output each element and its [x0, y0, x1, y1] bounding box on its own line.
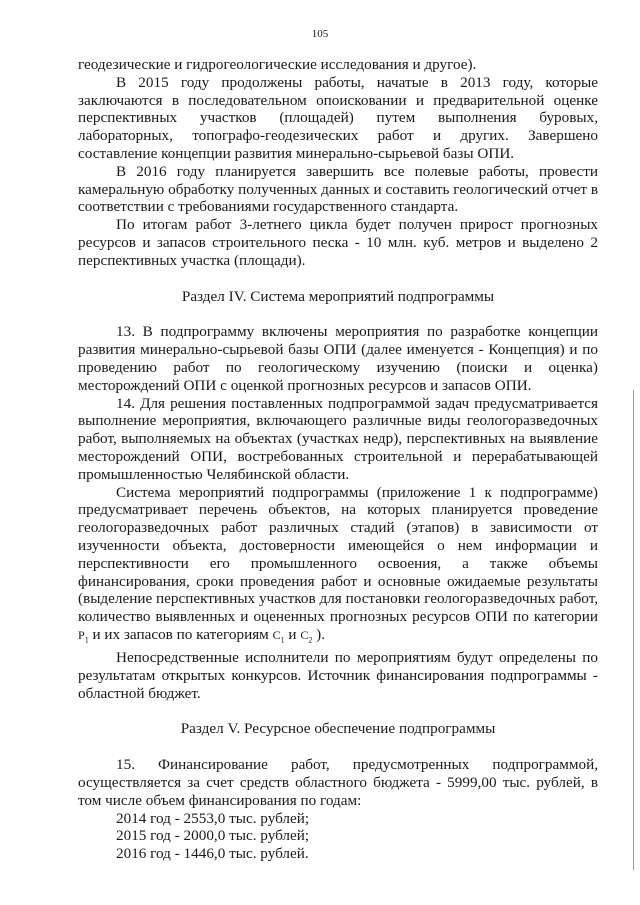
- paragraph-15: 15. Финансирование работ, предусмотренных подпрограммой, осуществляется за счет средств областного бюджета - 5999,00 тыс. рублей, в том числе объем финансирования по годам:: [78, 756, 598, 809]
- system-text-and: и: [288, 625, 297, 643]
- paragraph-continuation: геодезические и гидрогеологические исследования и другое).: [78, 56, 477, 73]
- paragraph-14: 14. Для решения поставленных подпрограммой задач предусматривается выполнение мероприятия, включающего различные виды геологоразведочных работ, выполняемых на объектах (участках недр), перспективных на выявление месторождений ОПИ, востребованных строительной и перерабатывающей промышленностью Челябинской области.: [78, 394, 598, 483]
- symbol-p1: $P_1$: [78, 627, 89, 645]
- symbol-c1: $C_1$: [272, 627, 285, 645]
- paragraph-system-of-measures: [78, 484, 598, 650]
- paragraph-13: 13. В подпрограмму включены мероприятия по разработке концепции развития минерально-сырьевой базы ОПИ (далее именуется - Концепция) и по проведению работ по геологическому изучению (поиски и оценка) месторождений ОПИ с оценкой прогнозных ресурсов и запасов ОПИ.: [78, 323, 598, 394]
- year-line-2015: 2015 год - 2000,0 тыс. рублей;: [116, 827, 310, 845]
- section-4-heading: Раздел IV. Система мероприятий подпрограммы: [181, 287, 495, 305]
- year-line-2014: 2014 год - 2553,0 тыс. рублей;: [116, 809, 310, 827]
- document-body: [78, 56, 598, 863]
- system-text-start: Система мероприятий подпрограммы (приложение 1 к подпрограмме) предусматривает перечень объектов, на которых планируется проведение геологоразведочных работ различных стадий (этапов) в зависимости от изученности объекта, достоверности имеющейся о нем информации и перспективности его промышленного освоения, а также объемы финансирования, сроки проведения работ и основные ожидаемые результаты (выделение перспективных участков для постановки геологоразведочных работ, количество выявленных и оцененных прогнозных ресурсов ОПИ по категории: [78, 483, 598, 626]
- paragraph-executors: Непосредственные исполнители по мероприятиям будут определены по результатам открытых конкурсов. Источник финансирования подпрограммы - областной бюджет.: [78, 649, 598, 702]
- paragraph-2016-plans: В 2016 году планируется завершить все полевые работы, провести камеральную обработку полученных данных и составить геологический отчет в соответствии с требованиями государственного стандарта.: [78, 162, 598, 216]
- system-text-end: ).: [316, 625, 326, 643]
- year-line-2016: 2016 год - 1446,0 тыс. рублей.: [116, 845, 309, 863]
- paragraph-2015-works: В 2015 году продолжены работы, начатые в 2013 году, которые заключаются в последовательном опоисковании и предварительной оценке перспективных участков (площадей) путем выполнения буровых, лабораторных, топографо-геодезических работ и других. Завершено составление концепции развития минерально-сырьевой базы ОПИ.: [78, 73, 598, 162]
- page-number: 105: [311, 28, 329, 40]
- system-text-mid: и их запасов по категориям: [92, 625, 269, 643]
- scan-edge-line: [633, 390, 634, 870]
- paragraph-results: По итогам работ 3-летнего цикла будет получен прирост прогнозных ресурсов и запасов строительного песка - 10 млн. куб. метров и выделено 2 перспективных участка (площади).: [78, 216, 598, 269]
- symbol-c2: $C_2$: [300, 627, 313, 645]
- section-5-heading: Раздел V. Ресурсное обеспечение подпрограммы: [180, 720, 496, 738]
